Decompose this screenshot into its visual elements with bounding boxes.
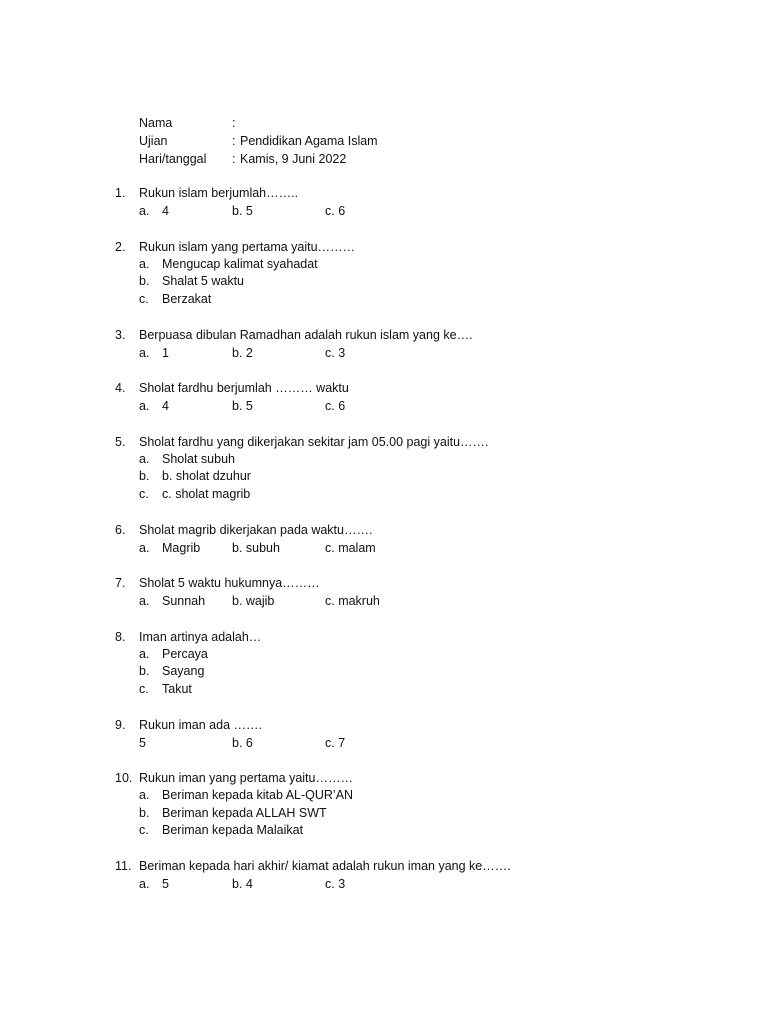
question-text: Sholat fardhu berjumlah ……… waktu [139, 381, 349, 395]
option-c: c. malam [325, 540, 376, 555]
question-number: 5. [115, 434, 126, 449]
header-row-date [139, 150, 378, 168]
option-c: c. c. sholat magrib [139, 486, 251, 501]
question-number: 2. [115, 239, 126, 254]
header-value: Pendidikan Agama Islam [240, 134, 378, 148]
header-label: Nama [139, 116, 173, 130]
option-b: b. 4 [232, 877, 253, 891]
question-number: 11. [115, 859, 132, 873]
option-a: a. 5 [139, 877, 169, 891]
option-b: b. 2 [232, 345, 253, 360]
question-number: 1. [115, 186, 126, 200]
question-text: Beriman kepada hari akhir/ kiamat adalah rukun iman yang ke……. [139, 859, 511, 873]
header-row-name [139, 114, 378, 132]
option-a: a. 4 [139, 399, 169, 413]
header-label: Hari/tanggal [139, 152, 207, 166]
option-c: c. makruh [325, 594, 380, 608]
question-text: Iman artinya adalah… [139, 629, 262, 644]
answer-options [0, 397, 768, 415]
question-2 [0, 238, 768, 309]
option-a: a. 4 [139, 204, 169, 218]
header-label: Ujian [139, 134, 168, 148]
option-c: c. 3 [325, 877, 346, 891]
answer-options [0, 646, 768, 699]
option-c: c. 3 [325, 345, 346, 360]
header-value: Kamis, 9 Juni 2022 [240, 152, 347, 166]
header-colon: : [232, 116, 236, 130]
answer-options [0, 256, 768, 309]
option-a: 5 [139, 735, 146, 750]
question-text: Sholat 5 waktu hukumnya……… [139, 576, 320, 590]
answer-options [0, 592, 768, 610]
header-row-exam [139, 132, 378, 150]
option-b: b. Beriman kepada ALLAH SWT [139, 805, 327, 820]
option-b: b. Shalat 5 waktu [139, 274, 244, 288]
option-c: c. Takut [139, 681, 192, 696]
question-text: Rukun islam yang pertama yaitu……… [139, 239, 356, 254]
question-7 [0, 574, 768, 610]
option-b: b. Sayang [139, 664, 205, 678]
answer-options [0, 451, 768, 504]
question-list [0, 184, 768, 911]
question-4 [0, 379, 768, 415]
question-number: 6. [115, 522, 126, 537]
option-c: c. Berzakat [139, 291, 212, 306]
option-b: b. 5 [232, 204, 253, 218]
answer-options [0, 202, 768, 220]
question-number: 8. [115, 629, 126, 644]
option-b: b. 6 [232, 735, 253, 750]
option-a: a. Sholat subuh [139, 451, 235, 466]
header-colon: : [232, 152, 236, 166]
answer-options [0, 344, 768, 362]
question-8 [0, 628, 768, 699]
option-a: a. Beriman kepada kitab AL-QUR’AN [139, 788, 354, 802]
option-a: a. Magrib [139, 540, 201, 555]
question-1 [0, 184, 768, 220]
option-c: c. 6 [325, 399, 346, 413]
option-b: b. b. sholat dzuhur [139, 469, 251, 483]
question-number: 4. [115, 381, 126, 395]
option-c: c. 6 [325, 204, 346, 218]
question-text: Rukun iman yang pertama yaitu……… [139, 771, 353, 785]
question-9 [0, 716, 768, 752]
option-b: b. 5 [232, 399, 253, 413]
answer-options [0, 787, 768, 840]
option-a: a. Sunnah [139, 594, 206, 608]
answer-options [0, 875, 768, 893]
exam-header [139, 114, 378, 168]
question-text: Rukun iman ada ……. [139, 717, 262, 732]
option-a: a. Mengucap kalimat syahadat [139, 256, 318, 271]
option-b: b. wajib [232, 594, 275, 608]
answer-options [0, 539, 768, 557]
question-text: Sholat fardhu yang dikerjakan sekitar jam 05.00 pagi yaitu……. [139, 434, 489, 449]
question-11 [0, 857, 768, 893]
answer-options [0, 734, 768, 752]
option-a: a. 1 [139, 345, 169, 360]
question-number: 10. [115, 771, 133, 785]
question-number: 9. [115, 717, 126, 732]
option-c: c. Beriman kepada Malaikat [139, 823, 304, 837]
question-text: Berpuasa dibulan Ramadhan adalah rukun islam yang ke…. [139, 327, 473, 342]
question-text: Rukun islam berjumlah…….. [139, 186, 299, 200]
question-5 [0, 433, 768, 504]
option-a: a. Percaya [139, 646, 208, 661]
question-text: Sholat magrib dikerjakan pada waktu……. [139, 522, 373, 537]
question-6 [0, 521, 768, 557]
question-number: 3. [115, 327, 126, 342]
question-10 [0, 769, 768, 840]
question-3 [0, 326, 768, 362]
option-c: c. 7 [325, 735, 346, 750]
question-number: 7. [115, 576, 126, 590]
option-b: b. subuh [232, 540, 280, 555]
header-colon: : [232, 134, 236, 148]
